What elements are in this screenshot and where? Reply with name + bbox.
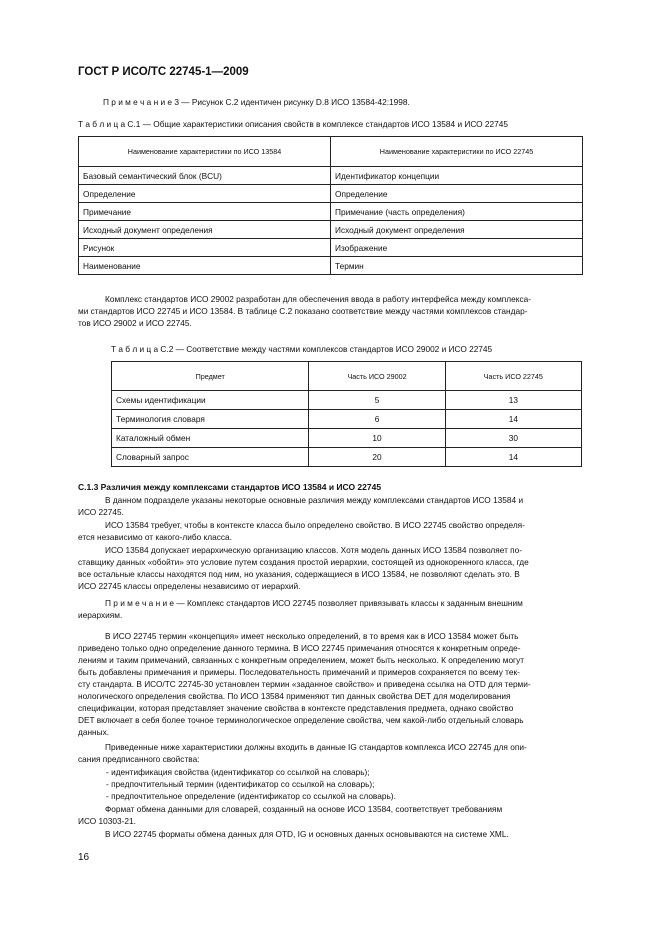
table2-caption [111,344,492,354]
note-label: П р и м е ч а н и е [105,598,175,608]
table-cell: 13 [445,391,581,410]
text-line: ИСО 13584 допускает иерархическую организацию классов. Хотя модель данных ИСО 13584 позволяет по- [105,545,523,555]
table-cell: Наименование [79,257,331,275]
table2-caption-label: Т а б л и ц а [111,344,159,354]
table-row [79,167,583,185]
section-paragraph-5 [78,741,584,765]
text-line: ИСО 13584 требует, чтобы в контексте класса было определено свойство. В ИСО 22745 свойство определя- [105,520,525,530]
table-cell: 14 [445,448,581,467]
section-title: С.1.3 Различия между комплексами стандартов ИСО 13584 и ИСО 22745 [78,482,382,492]
table1-caption [78,119,508,129]
text-line: ется независимо от какого-либо класса. [78,532,232,542]
text-line: В ИСО 22745 термин «концепция» имеет несколько определений, в то время как в ИСО 13584 может быть [105,631,519,641]
table-cell: Рисунок [79,239,331,257]
text-line: спецификации, которая представляет значение свойства в контексте представления предмета, однако свойство [78,703,514,713]
document-header: ГОСТ Р ИСО/ТС 22745-1—2009 [78,66,249,78]
table-cell: Схемы идентификации [112,391,309,410]
table-row [112,448,582,467]
table-row [79,185,583,203]
text-line: быть добавлены примечания и примеры. Последовательность примечаний и примеров сохраняется по всему тек- [78,667,520,677]
table1-caption-text: С.1 — Общие характеристики описания свойств в комплексе стандартов ИСО 13584 и ИСО 22745 [127,119,508,129]
text-line: тов ИСО 29002 и ИСО 22745. [78,318,192,328]
table2-header-row [112,362,582,391]
text-line: сту стандарта. В ИСО/ТС 22745-30 установлен термин «заданное свойство» и приведена ссылка на OTD для терми- [78,679,531,689]
table-cell: Терминология словаря [112,410,309,429]
section-note [78,597,584,621]
table-cell: Каталожный обмен [112,429,309,448]
text-line: Приведенные ниже характеристики должны входить в данные IG стандартов комплекса ИСО 22745 для опи- [105,742,527,752]
text-line: ИСО 22745 классы определены независимо от иерархий. [78,581,301,591]
table-cell: Примечание (часть определения) [331,203,583,221]
text-line: сания предписанного свойства: [78,754,200,764]
text-line: приведено только одно определение данного термина. В ИСО 22745 примечания относятся к конкретным опреде- [78,643,521,653]
table-cell: 10 [309,429,445,448]
table-cell: Исходный документ определения [331,221,583,239]
section-paragraph-7 [78,828,584,840]
text-line: нологического определения свойства. По ИСО 13584 применяют тип данных свойства DET для моделирования [78,691,511,701]
table-row [79,239,583,257]
section-paragraph-1 [78,494,584,518]
text-line: иерархиям. [78,610,123,620]
table-row [79,221,583,239]
bullet-list [106,766,396,802]
paragraph-iso29002 [78,293,584,329]
table-cell: 20 [309,448,445,467]
table-cell: 6 [309,410,445,429]
text-line: ми стандартов ИСО 22745 и ИСО 13584. В таблице С.2 показано соответствие между частями комплексов стандар- [78,306,528,316]
text-line: В данном подразделе указаны некоторые основные различия между комплексами стандартов ИСО 13584 и [105,495,524,505]
table1-caption-label: Т а б л и ц а [78,119,126,129]
table2-header-cell: Часть ИСО 29002 [309,362,445,391]
table-cell: Исходный документ определения [79,221,331,239]
page-number: 16 [78,852,90,863]
text-line [78,597,584,609]
section-paragraph-4 [78,630,584,738]
note-text: 3 — Рисунок С.2 идентичен рисунку D.8 ИСО 13584-42:1998. [174,97,410,107]
table-cell: Изображение [331,239,583,257]
text-line: лениям и таким примечаний, связанных с конкретным определением, может быть несколько. К определению могут [78,655,525,665]
text-line: ИСО 22745. [78,507,124,517]
table1-header-cell: Наименование характеристики по ИСО 13584 [79,137,331,167]
table2-header-cell: Предмет [112,362,309,391]
text-line: данных. [78,727,110,737]
table-row [79,203,583,221]
section-paragraph-2 [78,519,584,543]
table1 [78,136,583,275]
table-cell: Термин [331,257,583,275]
table-cell: 14 [445,410,581,429]
table-cell: Определение [79,185,331,203]
table2-header-cell: Часть ИСО 22745 [445,362,581,391]
table-cell: Примечание [79,203,331,221]
table-row [112,391,582,410]
text-line: ИСО 10303-21. [78,816,136,826]
note-figure-reference [103,97,410,107]
table-row [112,429,582,448]
list-item: - предпочтительное определение (идентификатор со ссылкой на словарь). [106,791,396,801]
text-line: все остальные классы находятся под ним, но указания, содержащиеся в ИСО 13584, не позволяют сделать это. В [78,569,520,579]
table1-header-cell: Наименование характеристики по ИСО 22745 [331,137,583,167]
table-row [112,410,582,429]
note-text: — Комплекс стандартов ИСО 22745 позволяет привязывать классы к заданным внешним [176,598,523,608]
section-paragraph-3 [78,544,584,592]
table-cell: Словарный запрос [112,448,309,467]
note-label: П р и м е ч а н и е [103,97,173,107]
table2-caption-text: С.2 — Соответствие между частями комплексов стандартов ИСО 29002 и ИСО 22745 [160,344,493,354]
table-row [79,257,583,275]
table2 [111,361,582,467]
table1-header-row [79,137,583,167]
table-cell: Идентификатор концепции [331,167,583,185]
list-item: - предпочтительный термин (идентификатор со ссылкой на словарь); [106,779,375,789]
text-line: Комплекс стандартов ИСО 29002 разработан для обеспечения ввода в работу интерфейса между комплекса- [105,294,532,304]
table-cell: Определение [331,185,583,203]
table-cell: 5 [309,391,445,410]
text-line: ставщику данных «обойти» это условие путем создания простой иерархии, состоящей из однокоренного класса, где [78,557,529,567]
text-line: В ИСО 22745 форматы обмена данных для OTD, IG и основных данных основываются на системе XML. [105,829,509,839]
table-cell: 30 [445,429,581,448]
section-paragraph-6 [78,803,584,827]
text-line: DET включает в себя более точное терминологическое определение свойства, чем какой-либо отдельный словарь [78,715,524,725]
table-cell: Базовый семантический блок (BCU) [79,167,331,185]
text-line: Формат обмена данными для словарей, созданный на основе ИСО 13584, соответствует требованиям [105,804,503,814]
list-item: - идентификация свойства (идентификатор со ссылкой на словарь); [106,767,370,777]
